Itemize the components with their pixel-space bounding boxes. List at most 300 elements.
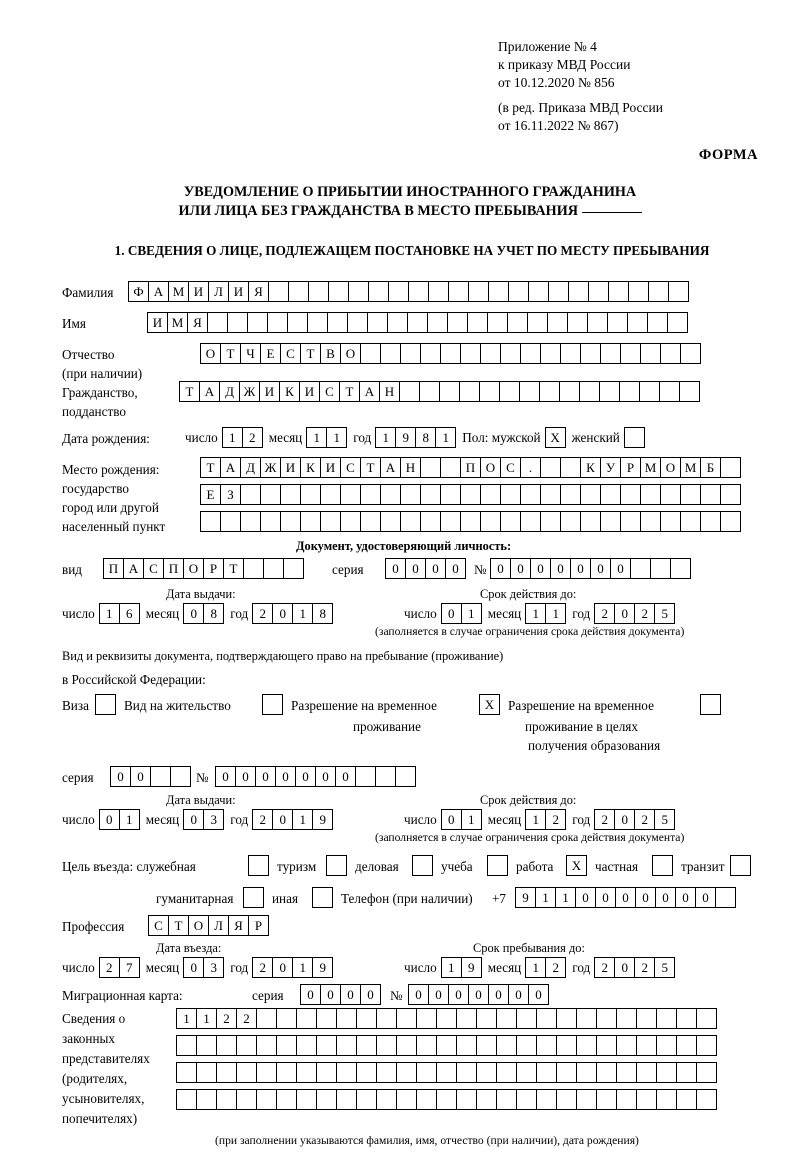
mc-number-cell[interactable]: 0 xyxy=(508,984,529,1005)
citizenship-cell[interactable] xyxy=(479,381,500,402)
citizenship-cell[interactable] xyxy=(579,381,600,402)
legal-rep-4-cell[interactable] xyxy=(176,1089,197,1110)
doc-kind-cell[interactable]: Т xyxy=(223,558,244,579)
legal-rep-4-cell[interactable] xyxy=(556,1089,577,1110)
legal-rep-3-cell[interactable] xyxy=(656,1062,677,1083)
surname-cell[interactable]: А xyxy=(148,281,169,302)
legal-rep-1-cell[interactable] xyxy=(696,1008,717,1029)
doc-kind-cell[interactable]: О xyxy=(183,558,204,579)
entry-year-3[interactable]: 1 xyxy=(292,957,313,978)
surname-cell[interactable] xyxy=(288,281,309,302)
doc-issue-month-1[interactable]: 0 xyxy=(183,603,204,624)
doc-number-cell[interactable] xyxy=(630,558,651,579)
stayuntil-year-4[interactable]: 5 xyxy=(654,957,675,978)
phone-cell[interactable]: 0 xyxy=(675,887,696,908)
doc-kind-cell[interactable] xyxy=(283,558,304,579)
legal-rep-2-cell[interactable] xyxy=(616,1035,637,1056)
doc-number-input[interactable] xyxy=(490,558,690,579)
surname-cell[interactable] xyxy=(388,281,409,302)
legal-rep-2-cell[interactable] xyxy=(456,1035,477,1056)
legal-rep-4-cell[interactable] xyxy=(436,1089,457,1110)
legal-rep-3-cell[interactable] xyxy=(696,1062,717,1083)
legal-rep-4-cell[interactable] xyxy=(336,1089,357,1110)
surname-cell[interactable] xyxy=(588,281,609,302)
legal-rep-4-cell[interactable] xyxy=(536,1089,557,1110)
patronymic-cell[interactable]: О xyxy=(200,343,221,364)
legal-rep-2-cell[interactable] xyxy=(196,1035,217,1056)
purpose-service-checkbox[interactable] xyxy=(248,855,269,876)
legal-rep-2-cell[interactable] xyxy=(296,1035,317,1056)
name-cell[interactable] xyxy=(287,312,308,333)
stay-valid-month-1[interactable]: 1 xyxy=(525,809,546,830)
name-cell[interactable] xyxy=(507,312,528,333)
citizenship-cell[interactable] xyxy=(499,381,520,402)
patronymic-cell[interactable]: Т xyxy=(220,343,241,364)
legal-rep-1-cell[interactable] xyxy=(576,1008,597,1029)
profession-cell[interactable]: Р xyxy=(248,915,269,936)
birthplace2-cell[interactable] xyxy=(300,484,321,505)
citizenship-cell[interactable]: А xyxy=(359,381,380,402)
mc-number-cell[interactable]: 0 xyxy=(528,984,549,1005)
birthplace3-cell[interactable] xyxy=(500,511,521,532)
patronymic-cell[interactable] xyxy=(480,343,501,364)
legal-rep-4-cell[interactable] xyxy=(196,1089,217,1110)
surname-cell[interactable] xyxy=(648,281,669,302)
purpose-tourism-checkbox[interactable] xyxy=(326,855,347,876)
citizenship-cell[interactable] xyxy=(439,381,460,402)
legal-rep-input-row-4[interactable] xyxy=(176,1089,716,1110)
profession-cell[interactable]: Я xyxy=(228,915,249,936)
legal-rep-4-cell[interactable] xyxy=(256,1089,277,1110)
profession-cell[interactable]: С xyxy=(148,915,169,936)
phone-cell[interactable]: 1 xyxy=(535,887,556,908)
patronymic-cell[interactable] xyxy=(600,343,621,364)
citizenship-cell[interactable] xyxy=(679,381,700,402)
legal-rep-1-cell[interactable] xyxy=(256,1008,277,1029)
birthplace2-cell[interactable] xyxy=(720,484,741,505)
birthplace1-cell[interactable] xyxy=(720,457,741,478)
birthplace1-cell[interactable]: Д xyxy=(240,457,261,478)
legal-rep-4-cell[interactable] xyxy=(576,1089,597,1110)
doc-number-cell[interactable]: 0 xyxy=(510,558,531,579)
legal-rep-1-cell[interactable]: 2 xyxy=(216,1008,237,1029)
citizenship-cell[interactable]: Т xyxy=(179,381,200,402)
surname-cell[interactable] xyxy=(328,281,349,302)
birthplace2-cell[interactable] xyxy=(460,484,481,505)
citizenship-cell[interactable]: Д xyxy=(219,381,240,402)
doc-number-cell[interactable]: 0 xyxy=(550,558,571,579)
legal-rep-4-cell[interactable] xyxy=(476,1089,497,1110)
legal-rep-3-cell[interactable] xyxy=(396,1062,417,1083)
birthplace2-cell[interactable] xyxy=(520,484,541,505)
birthplace3-cell[interactable] xyxy=(280,511,301,532)
birthplace1-cell[interactable] xyxy=(560,457,581,478)
legal-rep-1-cell[interactable] xyxy=(636,1008,657,1029)
birthplace2-cell[interactable] xyxy=(380,484,401,505)
stay-number-cell[interactable]: 0 xyxy=(235,766,256,787)
legal-rep-1-cell[interactable] xyxy=(596,1008,617,1029)
birthplace2-cell[interactable] xyxy=(260,484,281,505)
doc-kind-cell[interactable]: П xyxy=(103,558,124,579)
surname-cell[interactable] xyxy=(428,281,449,302)
legal-rep-4-cell[interactable] xyxy=(416,1089,437,1110)
patronymic-cell[interactable]: Т xyxy=(300,343,321,364)
legal-rep-1-cell[interactable] xyxy=(436,1008,457,1029)
birthplace2-cell[interactable] xyxy=(420,484,441,505)
legal-rep-3-cell[interactable] xyxy=(356,1062,377,1083)
legal-rep-2-cell[interactable] xyxy=(436,1035,457,1056)
stay-series-cell[interactable] xyxy=(170,766,191,787)
entry-month-1[interactable]: 0 xyxy=(183,957,204,978)
birth-year-3[interactable]: 8 xyxy=(415,427,436,448)
doc-kind-cell[interactable]: Р xyxy=(203,558,224,579)
surname-cell[interactable]: Л xyxy=(208,281,229,302)
doc-series-cell[interactable]: 0 xyxy=(405,558,426,579)
legal-rep-1-cell[interactable] xyxy=(476,1008,497,1029)
birthplace1-cell[interactable]: И xyxy=(320,457,341,478)
citizenship-cell[interactable] xyxy=(459,381,480,402)
stay-number-cell[interactable]: 0 xyxy=(215,766,236,787)
stay-series-cell[interactable]: 0 xyxy=(110,766,131,787)
legal-rep-2-cell[interactable] xyxy=(316,1035,337,1056)
stay-number-cell[interactable]: 0 xyxy=(335,766,356,787)
patronymic-cell[interactable] xyxy=(540,343,561,364)
legal-rep-2-cell[interactable] xyxy=(636,1035,657,1056)
legal-rep-3-cell[interactable] xyxy=(596,1062,617,1083)
surname-cell[interactable] xyxy=(508,281,529,302)
birthplace3-cell[interactable] xyxy=(460,511,481,532)
mc-series-input[interactable] xyxy=(300,984,380,1005)
legal-rep-1-cell[interactable] xyxy=(316,1008,337,1029)
citizenship-cell[interactable] xyxy=(599,381,620,402)
sex-female-checkbox[interactable] xyxy=(624,427,645,448)
citizenship-cell[interactable] xyxy=(399,381,420,402)
entry-year-1[interactable]: 2 xyxy=(252,957,273,978)
legal-rep-2-cell[interactable] xyxy=(276,1035,297,1056)
doc-series-cell[interactable]: 0 xyxy=(385,558,406,579)
birthplace1-cell[interactable]: Ж xyxy=(260,457,281,478)
birthplace1-cell[interactable]: О xyxy=(660,457,681,478)
citizenship-cell[interactable]: Т xyxy=(339,381,360,402)
legal-rep-2-cell[interactable] xyxy=(236,1035,257,1056)
legal-rep-2-cell[interactable] xyxy=(656,1035,677,1056)
legal-rep-1-cell[interactable]: 1 xyxy=(196,1008,217,1029)
legal-rep-2-cell[interactable] xyxy=(356,1035,377,1056)
legal-rep-3-cell[interactable] xyxy=(636,1062,657,1083)
birthplace-input-row-1[interactable] xyxy=(200,457,740,478)
birthplace2-cell[interactable] xyxy=(580,484,601,505)
purpose-work-checkbox[interactable]: Х xyxy=(566,855,587,876)
legal-rep-3-cell[interactable] xyxy=(336,1062,357,1083)
birthplace3-cell[interactable] xyxy=(360,511,381,532)
mc-series-cell[interactable]: 0 xyxy=(320,984,341,1005)
birthplace1-cell[interactable] xyxy=(420,457,441,478)
doc-kind-cell[interactable] xyxy=(263,558,284,579)
mc-series-cell[interactable]: 0 xyxy=(340,984,361,1005)
legal-rep-1-cell[interactable] xyxy=(516,1008,537,1029)
doc-number-cell[interactable]: 0 xyxy=(610,558,631,579)
doc-number-cell[interactable] xyxy=(670,558,691,579)
birthplace1-cell[interactable]: У xyxy=(600,457,621,478)
birthplace1-cell[interactable]: Т xyxy=(200,457,221,478)
name-cell[interactable] xyxy=(487,312,508,333)
patronymic-cell[interactable] xyxy=(640,343,661,364)
birthplace3-cell[interactable] xyxy=(560,511,581,532)
birthplace3-cell[interactable] xyxy=(540,511,561,532)
stay-number-cell[interactable] xyxy=(395,766,416,787)
birthplace3-cell[interactable] xyxy=(240,511,261,532)
legal-rep-4-cell[interactable] xyxy=(356,1089,377,1110)
profession-cell[interactable]: Т xyxy=(168,915,189,936)
citizenship-cell[interactable]: К xyxy=(279,381,300,402)
birthplace2-cell[interactable] xyxy=(400,484,421,505)
surname-cell[interactable] xyxy=(628,281,649,302)
surname-cell[interactable]: М xyxy=(168,281,189,302)
stay-valid-day-2[interactable]: 1 xyxy=(461,809,482,830)
stay-issue-day-1[interactable]: 0 xyxy=(99,809,120,830)
birthplace2-cell[interactable] xyxy=(600,484,621,505)
legal-rep-3-cell[interactable] xyxy=(576,1062,597,1083)
legal-rep-2-cell[interactable] xyxy=(256,1035,277,1056)
legal-rep-4-cell[interactable] xyxy=(656,1089,677,1110)
stay-valid-year-1[interactable]: 2 xyxy=(594,809,615,830)
doc-issue-day-1[interactable]: 1 xyxy=(99,603,120,624)
doc-kind-cell[interactable]: А xyxy=(123,558,144,579)
name-cell[interactable] xyxy=(607,312,628,333)
birthplace2-cell[interactable]: З xyxy=(220,484,241,505)
legal-rep-3-cell[interactable] xyxy=(616,1062,637,1083)
name-cell[interactable]: И xyxy=(147,312,168,333)
name-cell[interactable] xyxy=(327,312,348,333)
legal-rep-1-cell[interactable] xyxy=(536,1008,557,1029)
birthplace2-cell[interactable] xyxy=(440,484,461,505)
surname-cell[interactable] xyxy=(668,281,689,302)
temp-residence-checkbox[interactable]: Х xyxy=(479,694,500,715)
legal-rep-1-cell[interactable]: 2 xyxy=(236,1008,257,1029)
patronymic-cell[interactable] xyxy=(360,343,381,364)
legal-rep-4-cell[interactable] xyxy=(376,1089,397,1110)
birthplace1-cell[interactable]: П xyxy=(460,457,481,478)
legal-rep-input-row-1[interactable] xyxy=(176,1008,716,1029)
birthplace3-cell[interactable] xyxy=(580,511,601,532)
stay-issue-year-2[interactable]: 0 xyxy=(272,809,293,830)
patronymic-cell[interactable] xyxy=(380,343,401,364)
birthplace2-cell[interactable] xyxy=(540,484,561,505)
birthplace1-cell[interactable] xyxy=(440,457,461,478)
doc-number-cell[interactable]: 0 xyxy=(490,558,511,579)
name-cell[interactable] xyxy=(527,312,548,333)
stay-valid-year-3[interactable]: 2 xyxy=(634,809,655,830)
citizenship-cell[interactable]: Ж xyxy=(239,381,260,402)
stay-issue-year-3[interactable]: 1 xyxy=(292,809,313,830)
citizenship-cell[interactable] xyxy=(419,381,440,402)
legal-rep-2-cell[interactable] xyxy=(576,1035,597,1056)
surname-cell[interactable]: И xyxy=(228,281,249,302)
phone-cell[interactable]: 0 xyxy=(575,887,596,908)
legal-rep-4-cell[interactable] xyxy=(396,1089,417,1110)
stayuntil-year-3[interactable]: 2 xyxy=(634,957,655,978)
name-cell[interactable] xyxy=(567,312,588,333)
birthplace1-cell[interactable]: К xyxy=(300,457,321,478)
legal-rep-2-cell[interactable] xyxy=(536,1035,557,1056)
doc-issue-year-2[interactable]: 0 xyxy=(272,603,293,624)
stay-number-cell[interactable]: 0 xyxy=(275,766,296,787)
legal-rep-input-row-2[interactable] xyxy=(176,1035,716,1056)
doc-series-cell[interactable]: 0 xyxy=(425,558,446,579)
legal-rep-4-cell[interactable] xyxy=(236,1089,257,1110)
phone-cell[interactable]: 0 xyxy=(595,887,616,908)
legal-rep-3-cell[interactable] xyxy=(256,1062,277,1083)
legal-rep-1-cell[interactable] xyxy=(376,1008,397,1029)
citizenship-cell[interactable] xyxy=(559,381,580,402)
legal-rep-4-cell[interactable] xyxy=(316,1089,337,1110)
doc-number-cell[interactable]: 0 xyxy=(530,558,551,579)
legal-rep-2-cell[interactable] xyxy=(416,1035,437,1056)
birthplace2-cell[interactable] xyxy=(660,484,681,505)
legal-rep-2-cell[interactable] xyxy=(176,1035,197,1056)
legal-rep-3-cell[interactable] xyxy=(496,1062,517,1083)
stay-number-cell[interactable] xyxy=(375,766,396,787)
legal-rep-4-cell[interactable] xyxy=(276,1089,297,1110)
patronymic-cell[interactable] xyxy=(400,343,421,364)
birthplace3-cell[interactable] xyxy=(600,511,621,532)
birthplace1-cell[interactable]: Н xyxy=(400,457,421,478)
name-cell[interactable] xyxy=(587,312,608,333)
name-cell[interactable] xyxy=(227,312,248,333)
birthplace1-cell[interactable]: А xyxy=(380,457,401,478)
surname-cell[interactable] xyxy=(528,281,549,302)
sex-male-checkbox[interactable]: Х xyxy=(545,427,566,448)
doc-kind-input[interactable] xyxy=(103,558,303,579)
name-cell[interactable]: М xyxy=(167,312,188,333)
legal-rep-2-cell[interactable] xyxy=(216,1035,237,1056)
birthplace3-cell[interactable] xyxy=(200,511,221,532)
surname-cell[interactable] xyxy=(448,281,469,302)
visa-checkbox[interactable] xyxy=(95,694,116,715)
legal-rep-1-cell[interactable] xyxy=(616,1008,637,1029)
legal-rep-3-cell[interactable] xyxy=(536,1062,557,1083)
residence-permit-checkbox[interactable] xyxy=(262,694,283,715)
doc-number-cell[interactable]: 0 xyxy=(590,558,611,579)
legal-rep-input-row-3[interactable] xyxy=(176,1062,716,1083)
birthplace2-cell[interactable] xyxy=(640,484,661,505)
birthplace3-cell[interactable] xyxy=(380,511,401,532)
legal-rep-4-cell[interactable] xyxy=(596,1089,617,1110)
stayuntil-year-2[interactable]: 0 xyxy=(614,957,635,978)
patronymic-cell[interactable] xyxy=(420,343,441,364)
stay-series-cell[interactable] xyxy=(150,766,171,787)
birthplace1-cell[interactable]: С xyxy=(340,457,361,478)
birthplace2-cell[interactable] xyxy=(480,484,501,505)
birthplace3-cell[interactable] xyxy=(660,511,681,532)
surname-cell[interactable] xyxy=(268,281,289,302)
patronymic-cell[interactable] xyxy=(680,343,701,364)
patronymic-cell[interactable]: Ч xyxy=(240,343,261,364)
stay-number-cell[interactable]: 0 xyxy=(295,766,316,787)
legal-rep-4-cell[interactable] xyxy=(296,1089,317,1110)
birthplace1-cell[interactable] xyxy=(540,457,561,478)
patronymic-cell[interactable]: С xyxy=(280,343,301,364)
name-cell[interactable] xyxy=(667,312,688,333)
surname-cell[interactable]: Я xyxy=(248,281,269,302)
surname-cell[interactable] xyxy=(368,281,389,302)
name-cell[interactable]: Я xyxy=(187,312,208,333)
profession-cell[interactable]: О xyxy=(188,915,209,936)
citizenship-cell[interactable] xyxy=(519,381,540,402)
patronymic-cell[interactable] xyxy=(560,343,581,364)
legal-rep-4-cell[interactable] xyxy=(676,1089,697,1110)
birth-month-1[interactable]: 1 xyxy=(306,427,327,448)
patronymic-cell[interactable] xyxy=(500,343,521,364)
mc-number-cell[interactable]: 0 xyxy=(408,984,429,1005)
mc-number-cell[interactable]: 0 xyxy=(468,984,489,1005)
legal-rep-3-cell[interactable] xyxy=(416,1062,437,1083)
name-cell[interactable] xyxy=(367,312,388,333)
citizenship-cell[interactable] xyxy=(639,381,660,402)
surname-cell[interactable] xyxy=(608,281,629,302)
doc-issue-day-2[interactable]: 6 xyxy=(119,603,140,624)
name-cell[interactable] xyxy=(207,312,228,333)
birth-day-1[interactable]: 1 xyxy=(222,427,243,448)
name-cell[interactable] xyxy=(467,312,488,333)
name-cell[interactable] xyxy=(427,312,448,333)
legal-rep-1-cell[interactable] xyxy=(356,1008,377,1029)
stayuntil-month-1[interactable]: 1 xyxy=(525,957,546,978)
birthplace3-cell[interactable] xyxy=(620,511,641,532)
legal-rep-1-cell[interactable] xyxy=(656,1008,677,1029)
patronymic-cell[interactable] xyxy=(620,343,641,364)
birthplace2-cell[interactable] xyxy=(360,484,381,505)
surname-cell[interactable] xyxy=(488,281,509,302)
doc-issue-month-2[interactable]: 8 xyxy=(203,603,224,624)
birthplace2-cell[interactable] xyxy=(280,484,301,505)
doc-issue-year-4[interactable]: 8 xyxy=(312,603,333,624)
doc-valid-year-1[interactable]: 2 xyxy=(594,603,615,624)
citizenship-cell[interactable]: С xyxy=(319,381,340,402)
doc-valid-month-1[interactable]: 1 xyxy=(525,603,546,624)
purpose-study-checkbox[interactable] xyxy=(487,855,508,876)
mc-number-cell[interactable]: 0 xyxy=(448,984,469,1005)
citizenship-cell[interactable]: И xyxy=(299,381,320,402)
edu-residence-checkbox[interactable] xyxy=(700,694,721,715)
citizenship-input[interactable] xyxy=(179,381,699,402)
patronymic-cell[interactable]: О xyxy=(340,343,361,364)
citizenship-cell[interactable] xyxy=(539,381,560,402)
doc-issue-year-1[interactable]: 2 xyxy=(252,603,273,624)
profession-input[interactable] xyxy=(148,915,268,936)
patronymic-cell[interactable] xyxy=(460,343,481,364)
legal-rep-2-cell[interactable] xyxy=(496,1035,517,1056)
mc-number-cell[interactable]: 0 xyxy=(488,984,509,1005)
birthplace1-cell[interactable]: . xyxy=(520,457,541,478)
stay-number-cell[interactable]: 0 xyxy=(255,766,276,787)
patronymic-cell[interactable] xyxy=(520,343,541,364)
legal-rep-2-cell[interactable] xyxy=(376,1035,397,1056)
stay-number-input[interactable] xyxy=(215,766,415,787)
phone-cell[interactable]: 0 xyxy=(655,887,676,908)
stay-series-cell[interactable]: 0 xyxy=(130,766,151,787)
name-cell[interactable] xyxy=(267,312,288,333)
citizenship-cell[interactable]: Н xyxy=(379,381,400,402)
legal-rep-4-cell[interactable] xyxy=(456,1089,477,1110)
legal-rep-3-cell[interactable] xyxy=(196,1062,217,1083)
legal-rep-2-cell[interactable] xyxy=(696,1035,717,1056)
legal-rep-1-cell[interactable] xyxy=(496,1008,517,1029)
legal-rep-2-cell[interactable] xyxy=(556,1035,577,1056)
entry-day-2[interactable]: 7 xyxy=(119,957,140,978)
birthplace2-cell[interactable] xyxy=(700,484,721,505)
stayuntil-day-2[interactable]: 9 xyxy=(461,957,482,978)
